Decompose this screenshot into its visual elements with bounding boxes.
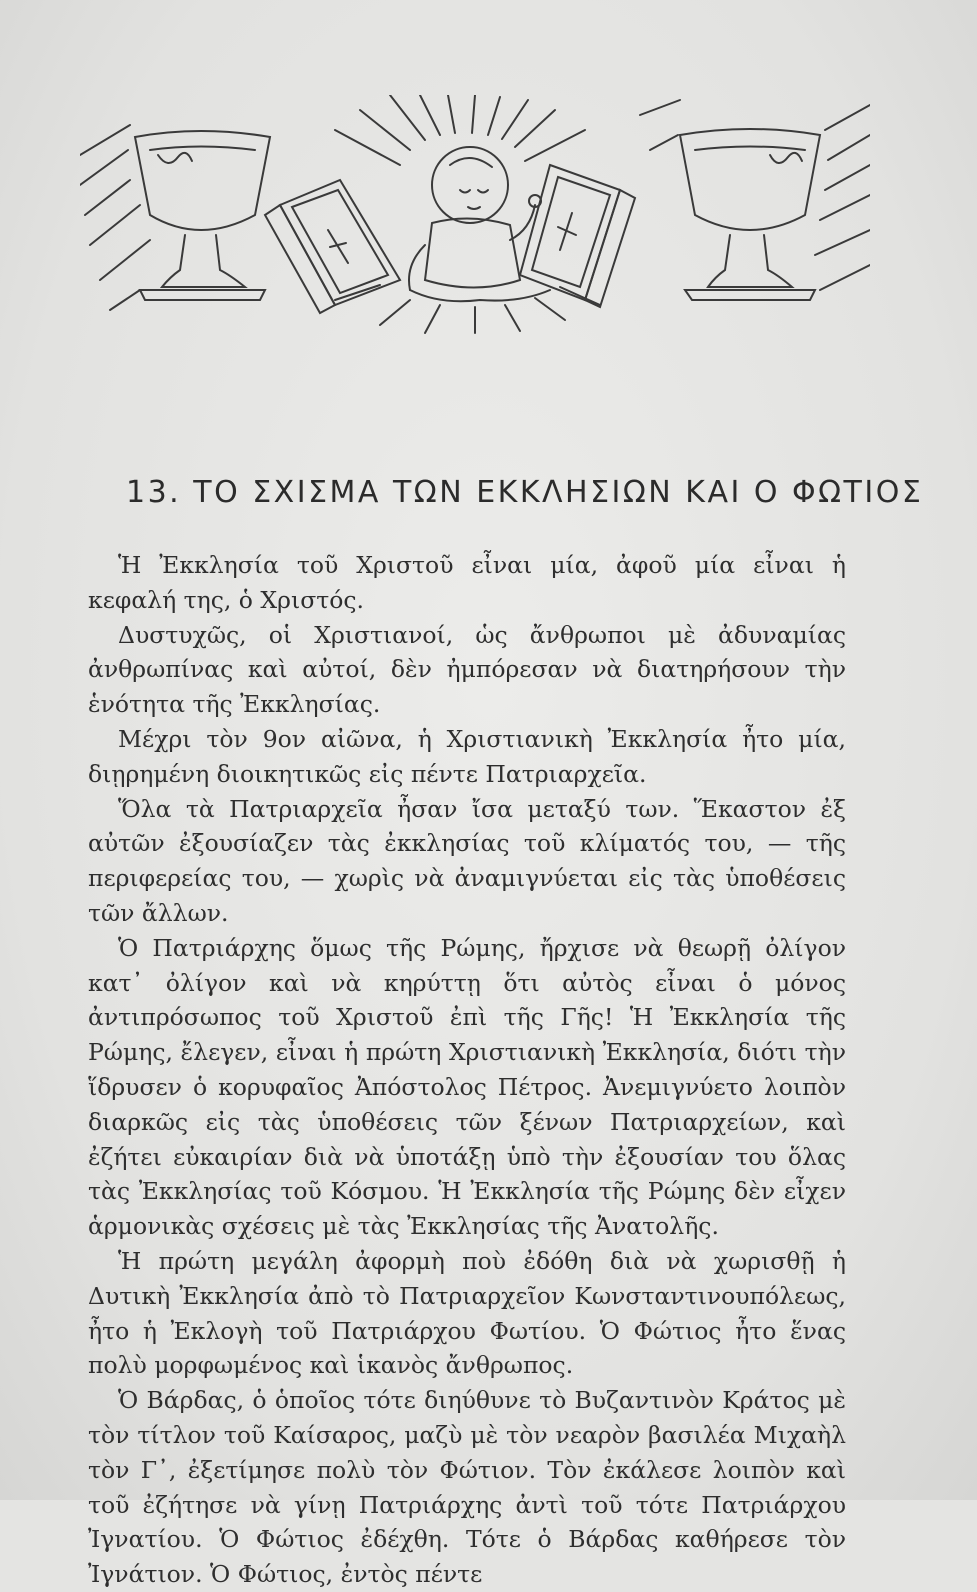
paragraph: Ἡ Ἐκκλησία τοῦ Χριστοῦ εἶναι μία, ἀφοῦ μία εἶναι ἡ κεφαλή της, ὁ Χριστός. <box>88 551 846 614</box>
paragraph: Ὅλα τὰ Πατριαρχεῖα ἦσαν ἴσα μεταξύ των. Ἕκαστον ἐξ αὐτῶν ἐξουσίαζεν τὰς ἐκκλησίας τοῦ κλίματός του, — τῆς περιφερείας του, — χωρὶς νὰ ἀναμιγνύεται εἰς τὰς ὑποθέσεις τῶν ἄλλων. <box>88 794 846 927</box>
paragraph: Ἡ πρώτη μεγάλη ἀφορμὴ ποὺ ἐδόθη διὰ νὰ χωρισθῇ ἡ Δυτικὴ Ἐκκλησία ἀπὸ τὸ Πατριαρχεῖον Κωνσταντινουπόλεως, ἦτο ἡ Ἐκλογὴ τοῦ Πατριάρχου Φωτίου. Ὁ Φώτιος ἦτο ἕνας πολὺ μορφωμένος καὶ ἱκανὸς ἄνθρωπος. <box>88 1246 846 1380</box>
paragraph: Δυστυχῶς, οἱ Χριστιανοί, ὡς ἄνθρωποι μὲ ἀδυναμίας ἀνθρωπίνας καὶ αὐτοί, δὲν ἠμπόρεσαν νὰ διατηρήσουν τὴν ἑνότητα τῆς Ἐκκλησίας. <box>88 620 846 719</box>
paragraph: Ὁ Πατριάρχης ὅμως τῆς Ρώμης, ἤρχισε νὰ θεωρῇ ὀλίγον κατ᾽ ὀλίγον καὶ νὰ κηρύττῃ ὅτι αὐτὸς εἶναι ὁ μόνος ἀντιπρόσωπος τοῦ Χριστοῦ ἐπὶ τῆς Γῆς! Ἡ Ἐκκλησία τῆς Ρώμης, ἔλεγεν, εἶναι ἡ πρώτη Χριστιανικὴ Ἐκκλησία, διότι τὴν ἵδρυσεν ὁ κορυφαῖος Ἀπόστολος Πέτρος. Ἀνεμιγνύετο λοιπὸν διαρκῶς εἰς τὰς ὑποθέσεις τῶν ξένων Πατριαρχείων, καὶ ἐζήτει εὐκαιρίαν διὰ νὰ ὑποτάξῃ ὑπὸ τὴν ἐξουσίαν του ὅλας τὰς Ἐκκλησίας τοῦ Κόσμου. Ἡ Ἐκκλησία τῆς Ρώμης δὲν εἶχεν ἁρμονικὰς σχέσεις μὲ τὰς Ἐκκλησίας τῆς Ἀνατολῆς. <box>88 933 846 1241</box>
header-illustration <box>80 95 870 335</box>
baptism-vignette-icon <box>80 95 870 335</box>
chapter-heading: 13. ΤΟ ΣΧΙΣΜΑ ΤΩΝ ΕΚΚΛΗΣΙΩΝ ΚΑΙ Ο ΦΩΤΙΟΣ <box>126 475 924 510</box>
paragraph: Ὁ Βάρδας, ὁ ὁποῖος τότε διηύθυνε τὸ Βυζαντινὸν Κράτος μὲ τὸν τίτλον τοῦ Καίσαρος, μαζὺ μὲ τὸν νεαρὸν βασιλέα Μιχαὴλ τὸν Γ᾽, ἐξετίμησε πολὺ τὸν Φώτιον. Τὸν ἐκάλεσε λοιπὸν καὶ τοῦ ἐζήτησε νὰ γίνῃ Πατριάρχης ἀντὶ τοῦ τότε Πατριάρχου Ἰγνατίου. Ὁ Φώτιος ἐδέχθη. Τότε ὁ Βάρδας καθήρεσε τὸν Ἰγνάτιον. Ὁ Φώτιος, ἐντὸς πέντε <box>88 1386 846 1589</box>
paragraph: Μέχρι τὸν 9ον αἰῶνα, ἡ Χριστιανικὴ Ἐκκλησία ἦτο μία, διῃρημένη διοικητικῶς εἰς πέντε Πατριαρχεῖα. <box>88 724 846 788</box>
chapter-body <box>88 548 846 1592</box>
